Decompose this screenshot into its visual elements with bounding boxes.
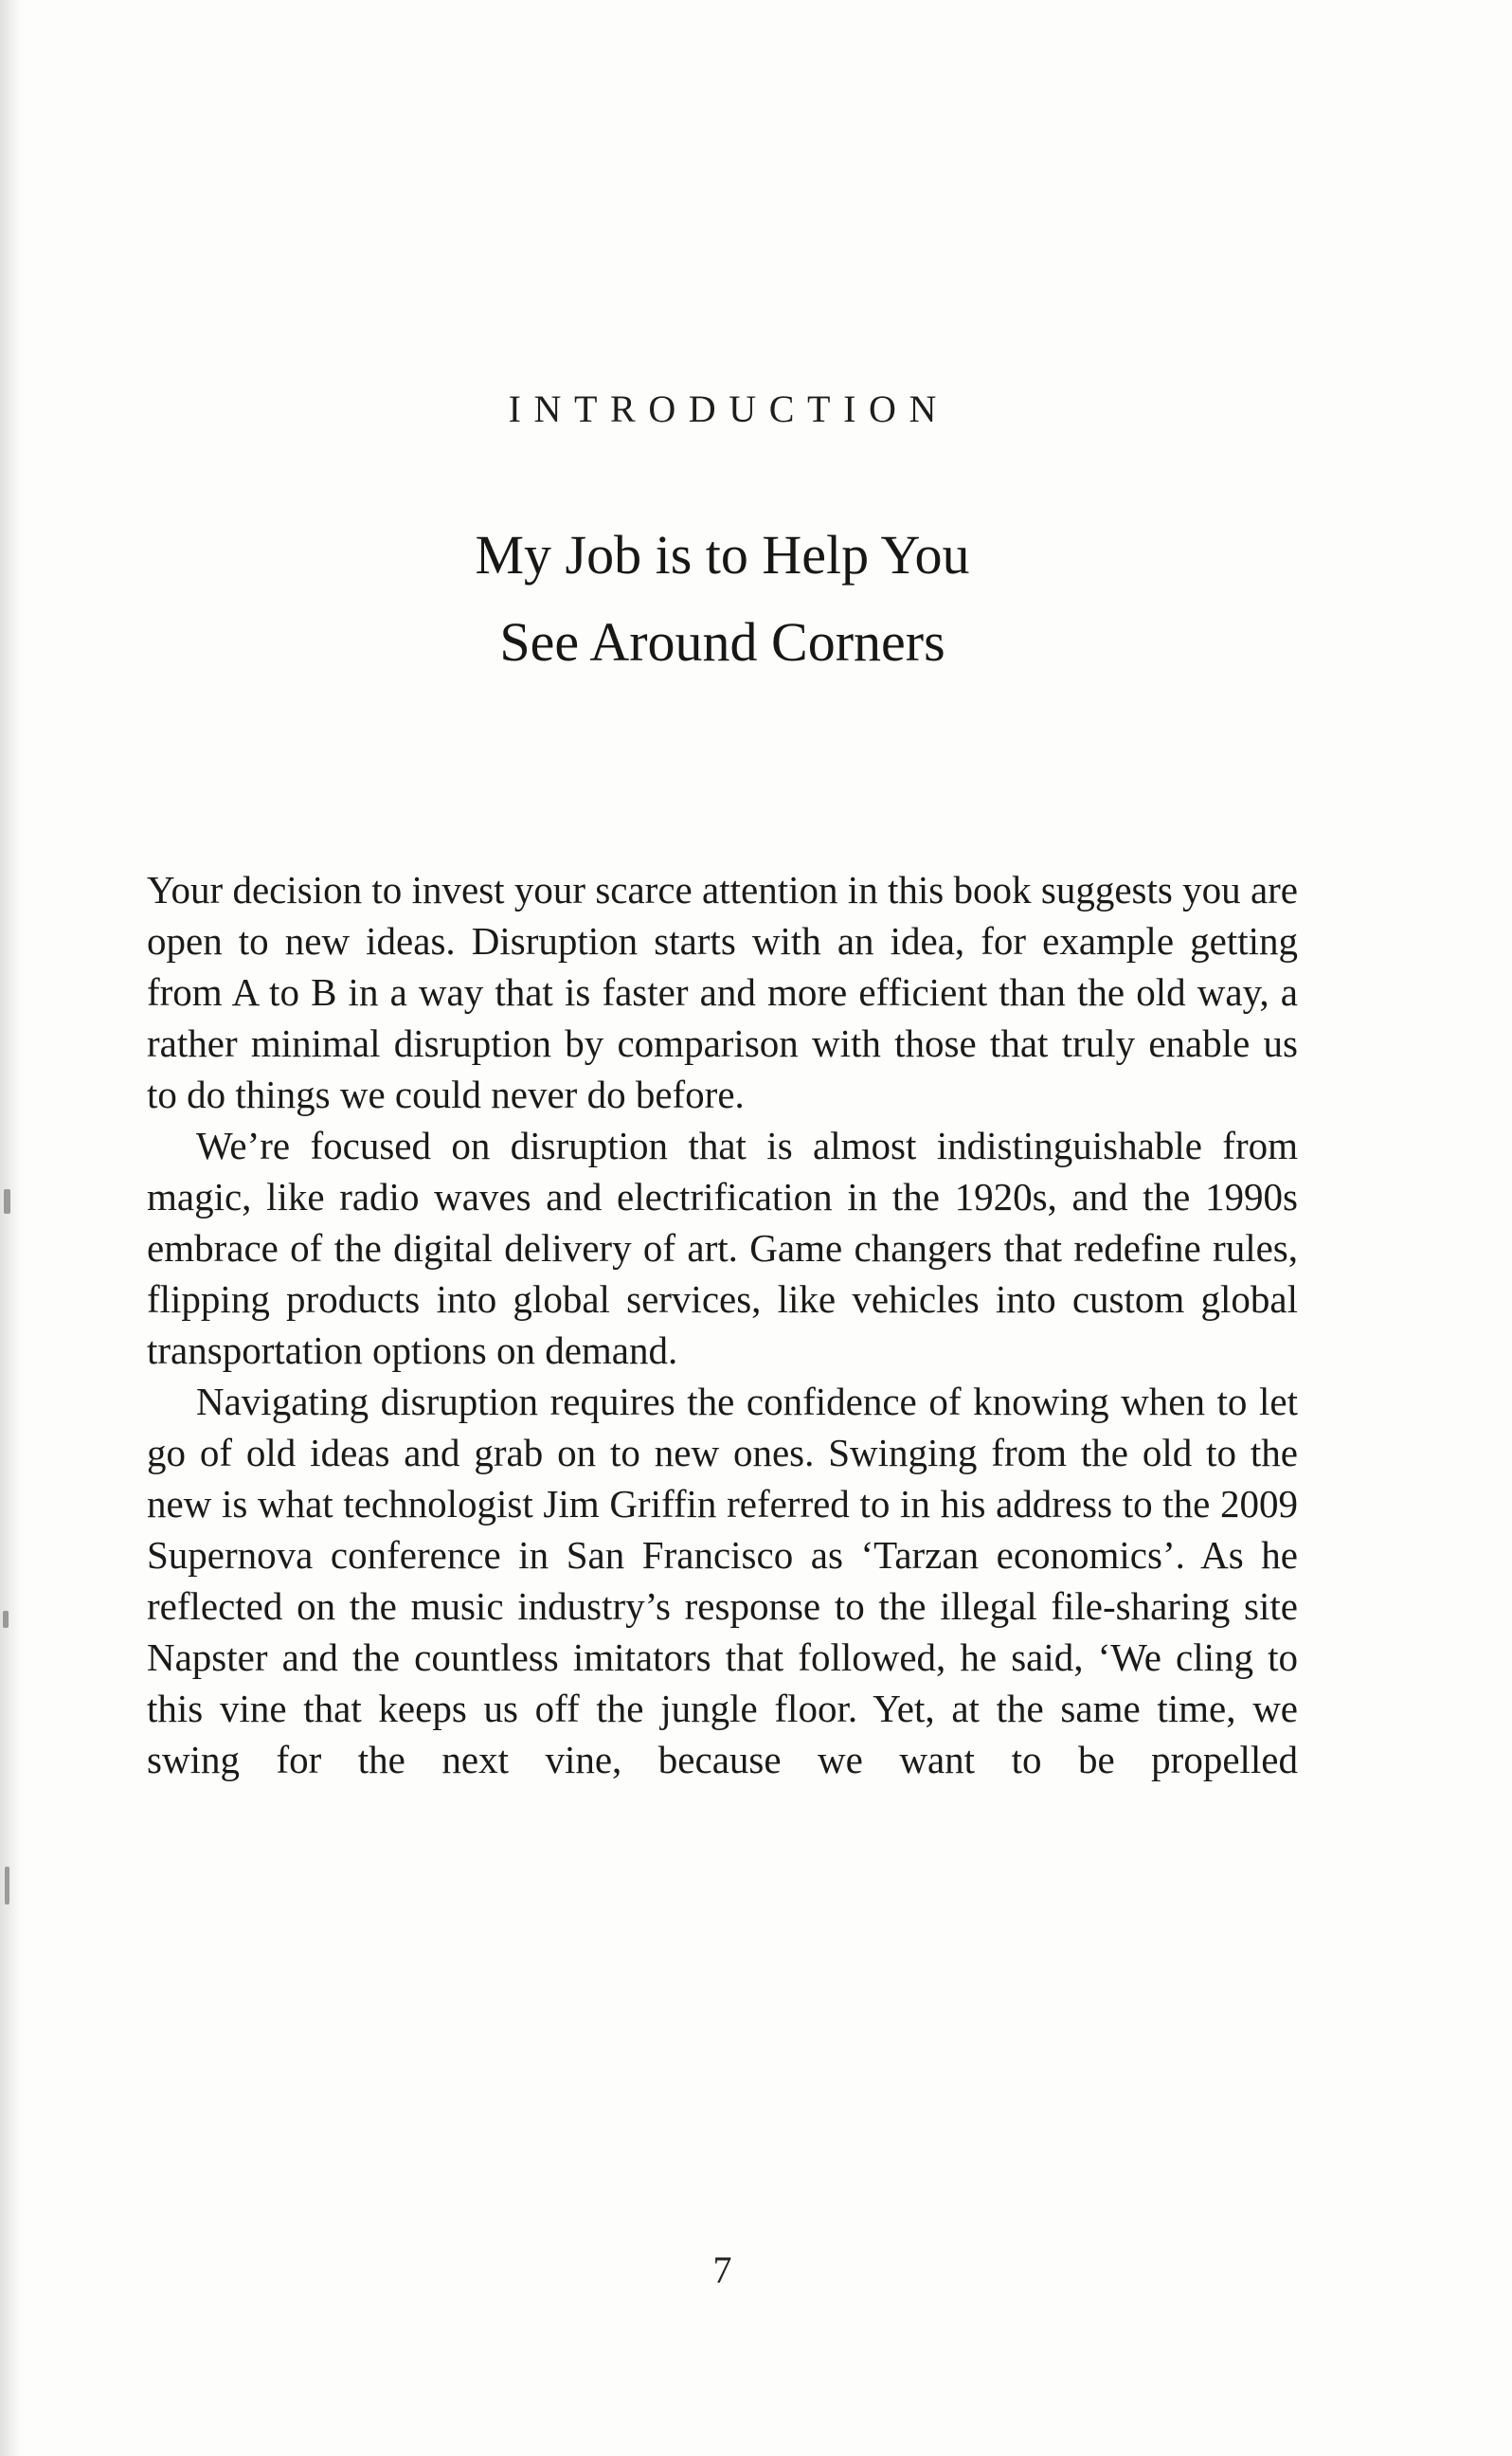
chapter-label: INTRODUCTION [508,388,949,430]
text-block [147,0,1298,2456]
paragraph-1: Your decision to invest your scarce attention in this book suggests you are open to new ideas. Disruption starts with an idea, for example getting from A to B in a way that is faster and more efficient than the old way, a rather minimal disruption by comparison with those that truly enable us to do things we could never do before. [147,868,1298,1116]
scan-artifact [5,1867,9,1905]
chapter-title [147,512,1298,686]
scan-artifact [3,1611,9,1628]
scan-artifact [4,1189,10,1214]
scan-edge-shading [0,0,21,2456]
chapter-title-line-2: See Around Corners [499,611,945,673]
paragraph-2: We’re focused on disruption that is almost indistinguishable from magic, like radio waves and electrification in the 1920s, and the 1990s embrace of the digital delivery of art. Game changers that redefine rules, flipping products into global services, like vehicles into custom global transportation options on demand. [147,1124,1298,1372]
page-number: 7 [712,2248,732,2291]
paragraph-3: Navigating disruption requires the confidence of knowing when to let go of old ideas and grab on to new ones. Swinging from the old to the new is what technologist Jim Griffin referred to in his address to the 2009 Supernova conference in San Francisco as ‘Tarzan economics’. As he reflected on the music industry’s response to the illegal file-sharing site Napster and the countless imitators that followed, he said, ‘We cling to this vine that keeps us off the jungle floor. Yet, at the same time, we swing for the next vine, because we want to be propelled [147,1380,1298,1781]
chapter-title-line-1: My Job is to Help You [475,524,970,586]
body-text [147,864,1298,1785]
